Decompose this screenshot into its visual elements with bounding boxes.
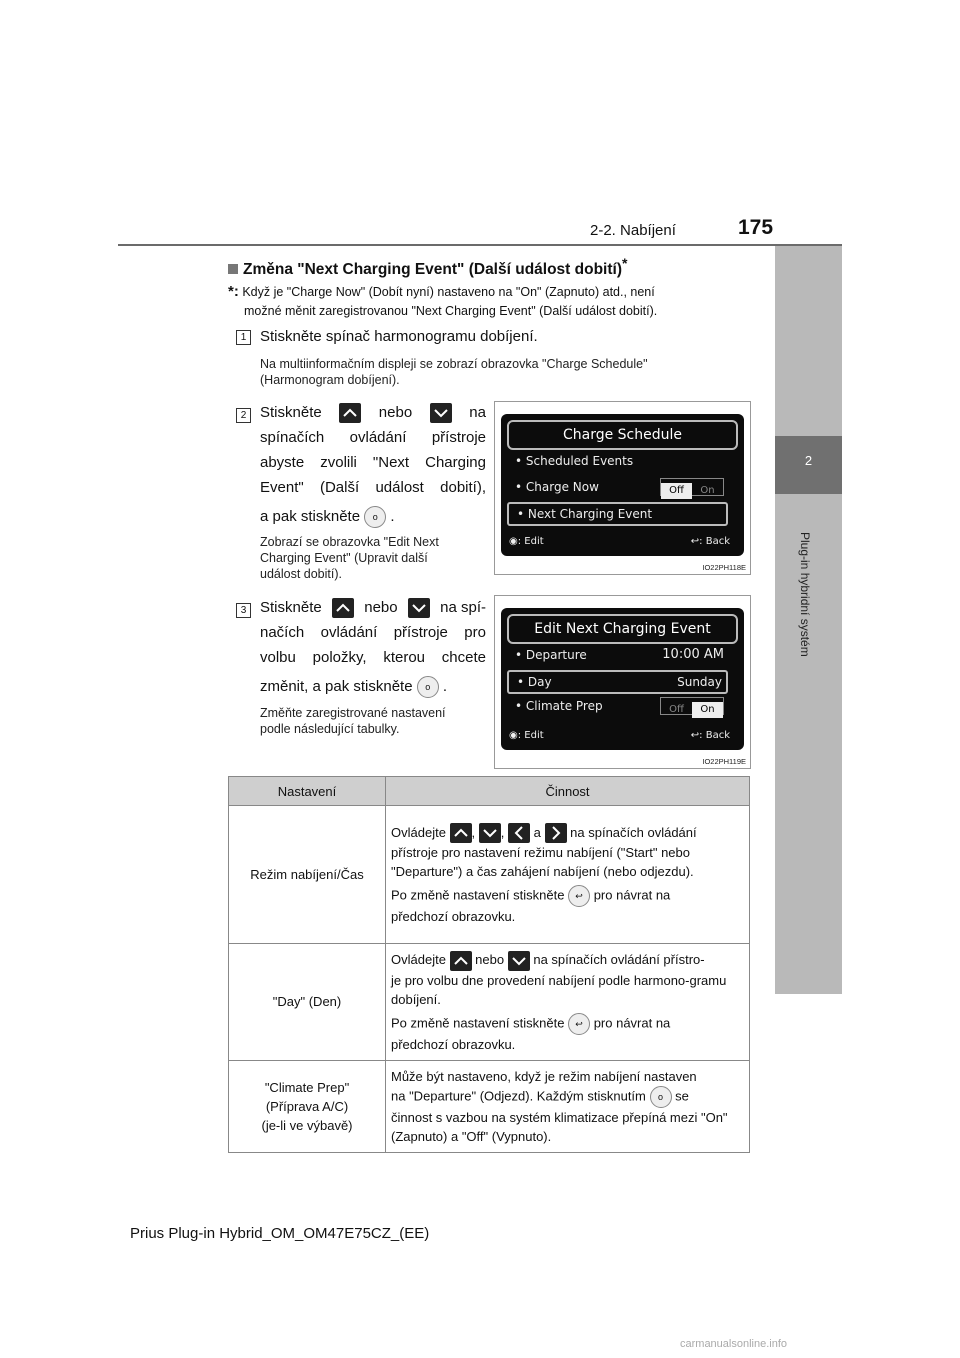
cell-text: Po změně nastavení stiskněte — [391, 1015, 565, 1030]
step-text-part: . — [442, 678, 448, 695]
menu-item: • Scheduled Events — [515, 454, 634, 468]
settings-table — [228, 776, 750, 1153]
step-number: 2 — [236, 408, 251, 423]
back-label: : Back — [699, 730, 730, 741]
step-text-part: na — [469, 404, 486, 421]
step-text-line: Event" (Další událost dobití), — [260, 479, 486, 496]
table-row — [229, 1060, 750, 1152]
step-subtext-line: Zobrazí se obrazovka "Edit Next — [260, 535, 439, 549]
chevron-up-icon — [339, 403, 361, 423]
table-header-row — [229, 777, 750, 806]
header-divider — [118, 244, 842, 246]
chevron-down-icon — [430, 403, 452, 423]
chevron-down-icon — [508, 951, 530, 971]
menu-item-label: Climate Prep — [525, 699, 603, 713]
menu-item: • Charge Now Off On — [507, 477, 728, 497]
step-text-part: změnit, a pak stiskněte — [260, 678, 413, 695]
cell-text: na spínačích ovládání přístro- — [533, 952, 705, 967]
toggle — [660, 478, 724, 496]
toggle-off: Off — [661, 483, 692, 499]
cell-text: předchozí obrazovku. — [391, 909, 516, 925]
step-subtext-line: Změňte zaregistrované nastavení — [260, 706, 446, 720]
cell-text: na "Departure" (Odjezd). Každým stisknutím — [391, 1088, 646, 1103]
step-subtext — [260, 356, 748, 388]
ok-button-icon: o — [417, 676, 439, 698]
step-text-part: nebo — [364, 599, 398, 616]
footnote-prefix: *: — [228, 283, 239, 300]
page-number: 175 — [738, 216, 774, 239]
side-strip — [775, 246, 842, 436]
toggle-on: On — [692, 702, 723, 718]
side-label — [790, 532, 812, 660]
cell-text: předchozí obrazovku. — [391, 1036, 516, 1052]
column-header: Nastavení — [229, 777, 386, 806]
menu-item-value: 10:00 AM — [662, 647, 724, 662]
cell-text: Ovládejte — [391, 952, 446, 967]
table-row — [229, 806, 750, 944]
cell-text: přístroje pro nastavení režimu nabíjení ("Start" nebo "Departure") a čas zahájení nabíjení (nebo odjezdu). — [391, 845, 694, 880]
cell-text: Může být nastaveno, když je režim nabíjení nastaven — [391, 1068, 697, 1084]
step-subtext-line: Charging Event" (Upravit další — [260, 551, 428, 565]
edit-label: : Edit — [517, 730, 544, 741]
chevron-up-icon — [450, 951, 472, 971]
cell-text: , — [471, 824, 476, 840]
table-row — [229, 944, 750, 1061]
step-text: Stiskněte spínač harmonogramu dobíjení. — [260, 328, 538, 345]
chevron-up-icon — [450, 823, 472, 843]
cell-text: se — [675, 1088, 689, 1103]
cell-text: nebo — [475, 952, 505, 967]
toggle-on: On — [700, 485, 715, 496]
menu-item-selected: • Day Sunday — [507, 670, 728, 694]
step-subtext-line: podle následující tabulky. — [260, 722, 400, 736]
step-text-line: volbu položky, kterou chcete — [260, 649, 486, 666]
step-number: 3 — [236, 603, 251, 618]
step-text — [260, 595, 486, 699]
step-number: 1 — [236, 330, 251, 345]
square-bullet-icon — [228, 264, 238, 274]
image-code: IO22PH118E — [702, 563, 746, 572]
back-hint: ↩: Back — [690, 536, 730, 547]
chevron-left-icon — [508, 823, 530, 843]
step-text-part: na spí- — [440, 599, 486, 616]
menu-item-label: Charge Now — [525, 480, 599, 494]
edit-hint: ◉: Edit — [509, 536, 544, 547]
chevron-up-icon — [332, 598, 354, 618]
cell-text: a — [533, 824, 541, 840]
table-cell — [229, 1060, 386, 1152]
chevron-right-icon — [545, 823, 567, 843]
screen-figure-1 — [494, 401, 751, 575]
footnote — [228, 282, 748, 321]
step-text-part: a pak stiskněte — [260, 508, 361, 525]
menu-item: • Climate Prep Off On — [507, 696, 728, 716]
step-text-part: Stiskněte — [260, 404, 322, 421]
cell-text: Ovládejte — [391, 824, 446, 840]
footnote-line: Když je "Charge Now" (Dobít nyní) nastaveno na "On" (Zapnuto) atd., není — [242, 285, 655, 299]
menu-item: • Departure 10:00 AM — [507, 645, 728, 665]
cell-text: , — [500, 824, 505, 840]
document-footer: Prius Plug-in Hybrid_OM_OM47E75CZ_(EE) — [130, 1225, 430, 1242]
screen-title: Edit Next Charging Event — [507, 614, 738, 644]
footnote-star: * — [622, 255, 628, 271]
column-header: Činnost — [386, 777, 750, 806]
back-hint: ↩: Back — [690, 730, 730, 741]
ok-button-icon: o — [364, 506, 386, 528]
cell-text: pro návrat na — [593, 1015, 671, 1030]
menu-item-label: Scheduled Events — [525, 454, 634, 468]
menu-item-selected: • Next Charging Event — [507, 502, 728, 526]
cell-text: Po změně nastavení stiskněte — [391, 887, 565, 903]
table-cell: Režim nabíjení/Čas — [229, 806, 386, 944]
back-button-icon: ↩ — [568, 885, 590, 907]
step-subtext-line: (Harmonogram dobíjení). — [260, 373, 400, 387]
chevron-down-icon — [408, 598, 430, 618]
menu-item-label: Day — [527, 675, 552, 689]
step-subtext-line: Na multiinformačním displeji se zobrazí obrazovka "Charge Schedule" — [260, 357, 648, 371]
watermark: carmanualsonline.info — [680, 1338, 788, 1350]
step-text-line: abyste zvolili "Next Charging — [260, 454, 486, 471]
toggle — [660, 697, 724, 715]
step-text-line: načích ovládání přístroje pro — [260, 624, 486, 641]
step-subtext-line: událost dobití). — [260, 567, 342, 581]
step-text — [260, 400, 486, 529]
screen-footer — [507, 532, 738, 552]
step-text-part: nebo — [378, 404, 413, 421]
step-subtext — [260, 705, 486, 737]
cell-text: (je-li ve výbavě) — [261, 1117, 353, 1133]
step-subtext — [260, 534, 480, 582]
cell-text: "Climate Prep" — [264, 1079, 350, 1095]
menu-item-label: Next Charging Event — [527, 507, 653, 521]
table-cell — [386, 1060, 750, 1152]
chevron-down-icon — [479, 823, 501, 843]
back-label: : Back — [699, 536, 730, 547]
section-title-text: Změna "Next Charging Event" (Další událost dobití) — [243, 261, 622, 279]
back-button-icon: ↩ — [568, 1013, 590, 1035]
step-text-line: spínačích ovládání přístroje — [260, 429, 486, 446]
screen-figure-2 — [494, 595, 751, 769]
edit-label: : Edit — [517, 536, 544, 547]
footnote-line: možné měnit zaregistrovanou "Next Charging Event" (Další událost dobití). — [244, 304, 658, 318]
cell-text: na spínačích ovládání — [570, 824, 697, 840]
chapter-title: 2-2. Nabíjení — [590, 222, 676, 239]
menu-item-label: Departure — [525, 648, 587, 662]
section-title — [228, 255, 627, 279]
display-screen — [501, 608, 744, 750]
table-cell — [386, 806, 750, 944]
cell-text: je pro volbu dne provedení nabíjení podle harmono-gramu dobíjení. — [391, 972, 727, 1007]
chapter-tab: 2 — [775, 436, 842, 494]
image-code: IO22PH119E — [702, 757, 746, 766]
step-text-part: Stiskněte — [260, 599, 322, 616]
toggle-off: Off — [669, 704, 684, 715]
cell-text: (Příprava A/C) — [265, 1098, 349, 1114]
edit-hint: ◉: Edit — [509, 730, 544, 741]
side-label-text: Plug-in hybridní systém — [798, 532, 812, 657]
screen-footer — [507, 726, 738, 746]
menu-item-value: Sunday — [677, 675, 722, 689]
screen-title: Charge Schedule — [507, 420, 738, 450]
display-screen — [501, 414, 744, 556]
step-text-part: . — [390, 508, 395, 525]
cell-text: pro návrat na — [593, 887, 671, 903]
cell-text: činnost s vazbou na systém klimatizace přepíná mezi "On" (Zapnuto) a "Off" (Vypnuto). — [391, 1109, 728, 1144]
table-cell — [386, 944, 750, 1061]
ok-button-icon: o — [650, 1086, 672, 1108]
table-cell: "Day" (Den) — [229, 944, 386, 1061]
